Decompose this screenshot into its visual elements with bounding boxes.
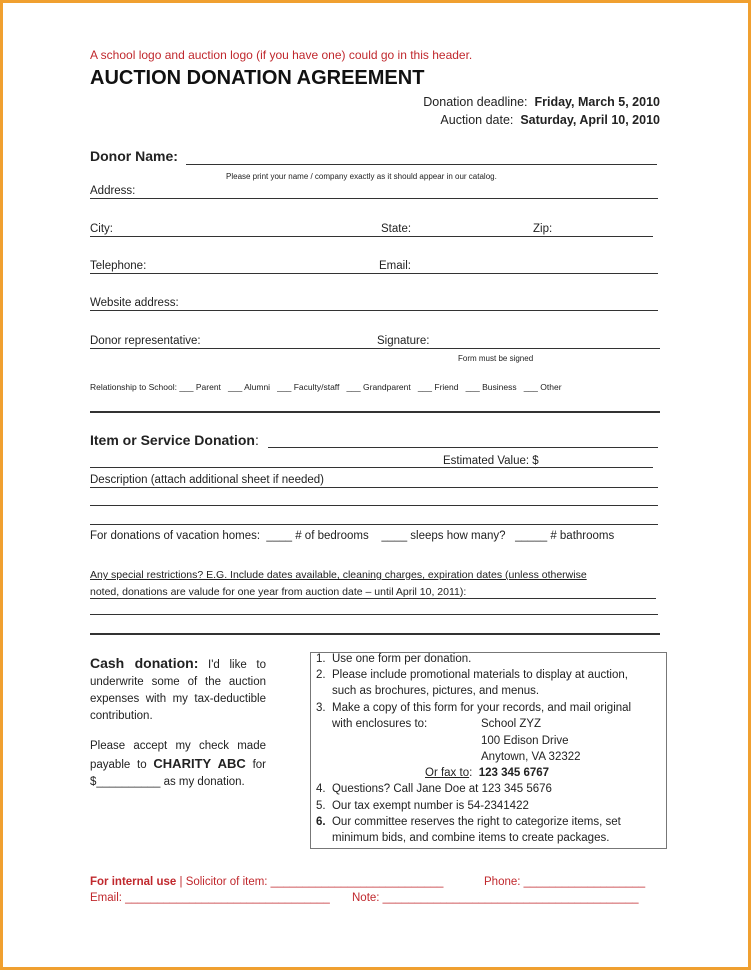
city-state-zip-field[interactable] — [90, 236, 653, 237]
bedrooms-label: # of bedrooms — [295, 530, 369, 542]
internal-use-label: For internal use — [90, 876, 177, 888]
vacation-row: For donations of vacation homes: ____ # of bedrooms ____ sleeps how many? _____ # bathrooms — [90, 530, 615, 542]
description-field-3[interactable] — [90, 524, 658, 525]
section-divider-2 — [90, 633, 660, 635]
instruction-6: 6. Our committee reserves the right to categorize items, set — [316, 816, 621, 828]
mail-address-3: Anytown, VA 32322 — [481, 751, 581, 763]
check-text-b: for — [252, 759, 266, 771]
section-divider — [90, 411, 660, 413]
item-name-field[interactable] — [268, 447, 658, 448]
auction-label: Auction date: — [440, 113, 514, 127]
internal-email-field[interactable]: Email: ________________________________ — [90, 892, 330, 904]
relationship-label: Relationship to School: — [90, 382, 177, 392]
city-label: City: — [90, 223, 113, 235]
option-other[interactable]: Other — [540, 382, 562, 392]
description-label: Description (attach additional sheet if needed) — [90, 474, 324, 486]
instruction-6-cont: minimum bids, and combine items to create packages. — [332, 832, 610, 844]
item-line-field[interactable] — [90, 467, 653, 468]
telephone-label: Telephone: — [90, 260, 147, 272]
header-note: A school logo and auction logo (if you have one) could go in this header. — [90, 48, 473, 62]
relationship-row: Relationship to School: ___ Parent ___ Alumni ___ Faculty/staff ___ Grandparent ___ Friend ___ Business ___ Other — [90, 382, 562, 392]
option-business[interactable]: Business — [482, 382, 517, 392]
deadline-label: Donation deadline: — [423, 95, 528, 109]
representative-label: Donor representative: — [90, 335, 201, 347]
option-friend[interactable]: Friend — [434, 382, 459, 392]
option-alumni[interactable]: Alumni — [244, 382, 271, 392]
vacation-label: For donations of vacation homes: — [90, 530, 261, 542]
cash-heading: Cash donation: — [90, 655, 199, 671]
donor-name-label: Donor Name: — [90, 148, 178, 164]
auction-date — [440, 113, 660, 127]
item-heading-colon: : — [254, 432, 259, 448]
restrictions-field-2[interactable] — [90, 614, 658, 615]
telephone-email-field[interactable] — [90, 273, 658, 274]
check-text — [90, 738, 266, 791]
fax-row: Or fax to: 123 345 6767 — [425, 767, 550, 779]
address-label: Address: — [90, 185, 136, 197]
charity-name: CHARITY ABC — [153, 756, 246, 771]
website-field[interactable] — [90, 310, 658, 311]
fax-label: Or fax to — [425, 767, 470, 779]
signature-hint: Form must be signed — [458, 354, 534, 363]
zip-label: Zip: — [533, 223, 553, 235]
instruction-3-cont: with enclosures to: — [332, 718, 428, 730]
fax-number: 123 345 6767 — [478, 767, 550, 779]
internal-use-row: For internal use | Solicitor of item: ___________________________ — [90, 876, 444, 888]
bathrooms-label: # bathrooms — [550, 530, 615, 542]
instruction-2: 2. Please include promotional materials to display at auction, — [316, 669, 628, 681]
note-field[interactable]: Note: ________________________________________ — [352, 892, 639, 904]
mail-address-2: 100 Edison Drive — [481, 735, 569, 747]
check-text-c: as my donation. — [163, 776, 245, 788]
cash-text: I'd like to underwrite some of the auction expenses with my tax-deductible contribution. — [90, 659, 266, 722]
website-label: Website address: — [90, 297, 179, 309]
description-field-2[interactable] — [90, 505, 658, 506]
item-heading-text: Item or Service Donation — [90, 432, 255, 448]
instruction-2-cont: such as brochures, pictures, and menus. — [332, 685, 540, 697]
option-parent[interactable]: Parent — [195, 382, 221, 392]
restrictions-line-1: Any special restrictions? E.G. Include dates available, cleaning charges, expiration dates (unless otherwise — [90, 569, 587, 581]
item-heading — [90, 432, 259, 448]
page-title: AUCTION DONATION AGREEMENT — [90, 67, 425, 89]
donor-name-field[interactable] — [186, 164, 657, 165]
auction-value: Saturday, April 10, 2010 — [520, 113, 660, 127]
phone-field[interactable]: Phone: ___________________ — [484, 876, 646, 888]
estimated-value-label: Estimated Value: $ — [443, 455, 539, 467]
representative-signature-field[interactable] — [90, 348, 660, 349]
deadline-value: Friday, March 5, 2010 — [534, 95, 660, 109]
donor-name-hint: Please print your name / company exactly as it should appear in our catalog. — [226, 172, 497, 181]
instruction-1: 1. Use one form per donation. — [316, 653, 472, 665]
instruction-4: 4. Questions? Call Jane Doe at 123 345 5676 — [316, 783, 552, 795]
restrictions-line-2: noted, donations are valude for one year from auction date – until April 10, 2011): — [90, 586, 467, 598]
cash-donation-text — [90, 655, 266, 725]
option-grandparent[interactable]: Grandparent — [363, 382, 411, 392]
mail-address-1: School ZYZ — [481, 718, 542, 730]
description-field[interactable] — [90, 487, 658, 488]
sleeps-label: sleeps how many? — [410, 530, 506, 542]
solicitor-field[interactable]: Solicitor of item: ___________________________ — [185, 876, 444, 888]
email-label: Email: — [379, 260, 411, 272]
address-field[interactable] — [90, 198, 658, 199]
instruction-5: 5. Our tax exempt number is 54-2341422 — [316, 800, 529, 812]
state-label: State: — [381, 223, 412, 235]
donation-deadline — [423, 95, 660, 109]
signature-label: Signature: — [377, 335, 430, 347]
check-text-a: Please accept my check made payable to — [90, 740, 266, 771]
option-faculty-staff[interactable]: Faculty/staff — [293, 382, 340, 392]
restrictions-field[interactable] — [90, 598, 656, 599]
instruction-3: 3. Make a copy of this form for your records, and mail original — [316, 702, 632, 714]
donation-amount-field[interactable]: $__________ — [90, 776, 161, 788]
